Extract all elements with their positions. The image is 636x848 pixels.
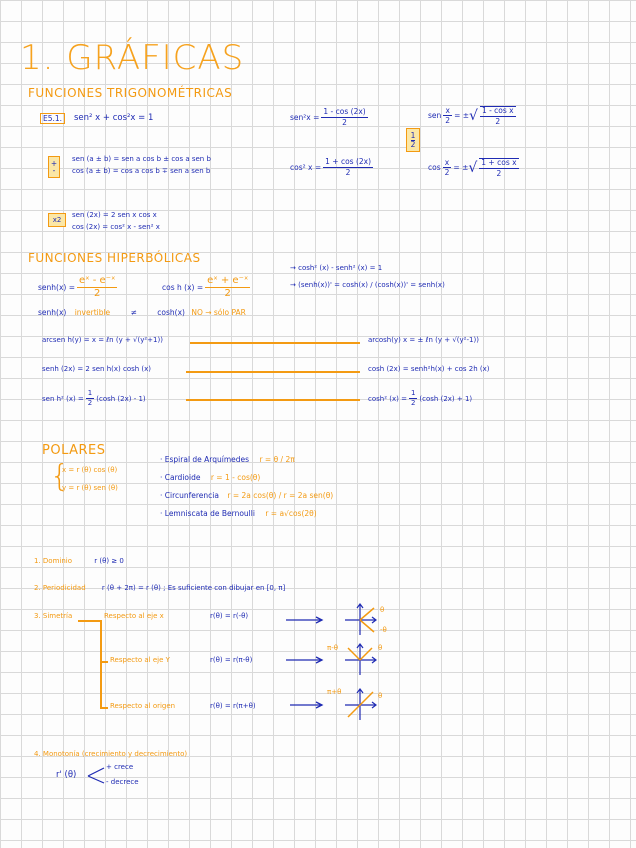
sum-sen: sen (a ± b) = sen a cos b ± cos a sen b: [72, 155, 211, 163]
page-title: 1. GRÁFICAS: [20, 38, 245, 78]
circunferencia-formula: r = 2a cos(θ) / r = 2a sen(θ): [227, 491, 334, 500]
senhalf-num: 1 - cos x: [481, 106, 514, 115]
sen2-den: 2: [342, 117, 347, 127]
cos2-lhs: cos² x =: [290, 162, 322, 172]
sen2-lhs: sen²x =: [290, 112, 320, 122]
circunferencia-label: · Circunferencia: [160, 491, 219, 500]
hyp-heading: FUNCIONES HIPERBÓLICAS: [28, 251, 201, 265]
simetria-label: 3. Simetría: [34, 612, 73, 620]
parity-senh: senh(x): [38, 308, 67, 317]
cosh-den: 2: [224, 288, 231, 299]
double-cos: cos (2x) = cos² x - sen² x: [72, 223, 160, 231]
coshsq-den: 2: [410, 399, 416, 407]
sim-origen-label: Respecto al origen: [110, 702, 176, 710]
senh-lhs: senh(x) =: [38, 283, 75, 292]
sum-cos: cos (a ± b) = cos a cos b ∓ sen a sen b: [72, 167, 211, 175]
pm-plus: +: [50, 158, 58, 168]
monotonia-lhs: r' (θ): [56, 770, 77, 780]
parity-cosh: cosh(x): [157, 308, 185, 317]
monotonia-plus: + crece: [106, 763, 134, 771]
lemniscata-label: · Lemniscata de Bernoulli: [160, 509, 255, 518]
parity-ne: ≠: [130, 308, 137, 317]
cosh-lhs: cos h (x) =: [162, 283, 204, 292]
arccosh-formula: arcosh(y) x = ± ℓn (y + √(y²-1)): [368, 336, 479, 344]
sim-ejex-label: Respecto al eje x: [104, 612, 164, 620]
senhalf-den: 2: [495, 116, 501, 126]
monotonia-branch-icon: [88, 768, 104, 783]
sim-ejey-expr: r(θ) = r(π-θ): [210, 656, 253, 664]
monotonia-minus: - decrece: [106, 778, 139, 786]
coshalf-2: 2: [444, 168, 450, 177]
senh-num: eˣ - e⁻ˣ: [79, 275, 116, 286]
coshalf-x: x: [444, 157, 450, 167]
g3-label-b: θ: [378, 692, 383, 700]
pm-minus: -: [52, 166, 56, 175]
parity-no: NO → sólo PAR: [191, 308, 246, 317]
cardioide-formula: r = 1 - cos(θ): [210, 473, 261, 482]
arcsenh-formula: arcsen h(y) = x = ℓn (y + √(y²+1)): [42, 336, 163, 344]
hyp-id1: → cosh² (x) - senh² (x) = 1: [290, 264, 383, 272]
sen2-num: 1 - cos (2x): [323, 107, 366, 116]
senhalf-formula: sen $\frac{x}{2}$ = ± √ $\frac{\text{1 - cos x}}{2}$: [428, 105, 514, 126]
senhalf-2: 2: [445, 116, 451, 125]
half-box-den: 2: [410, 139, 416, 149]
coshalf-eq: = ±: [453, 163, 469, 172]
lemniscata-formula: r = a√cos(2θ): [265, 509, 317, 518]
sim-origen-expr: r(θ) = r(π+θ): [210, 702, 256, 710]
polar-x-eq: x = r (θ) cos (θ): [62, 466, 118, 474]
espiral-label: · Espiral de Arquímedes: [160, 455, 250, 464]
cosh2x-formula: cosh (2x) = senh²h(x) + cos 2h (x): [368, 365, 490, 373]
hyp-id2: → (senh(x))' = cosh(x) / (cosh(x))' = senh(x): [290, 281, 445, 289]
parity-impar: invertible: [74, 308, 111, 317]
g3-label-a: π+θ: [327, 688, 342, 696]
senhsq-rest: (cosh (2x) - 1): [96, 394, 146, 403]
dominio-expr: r (θ) ≥ 0: [94, 557, 124, 565]
coshsq-lhs: cosh² (x) =: [368, 394, 407, 403]
coshalf-lhs: cos: [428, 163, 441, 172]
coshsq-rest: (cosh (2x) + 1): [419, 394, 473, 403]
senh-den: 2: [94, 288, 101, 299]
coshsq-num: 1: [410, 389, 416, 397]
polar-brace: {: [50, 459, 70, 494]
coshalf-formula: cos $\frac{x}{2}$ = ± √ $\frac{\text{1 + cos x}}{2}$: [428, 157, 517, 178]
senhsq-num: 1: [87, 389, 93, 397]
senhsq-den: 2: [87, 399, 93, 407]
g2-label-a: π-θ: [327, 644, 339, 652]
senh2x-formula: senh (2x) = 2 sen h(x) cosh (x): [42, 365, 152, 373]
sim-ejey-label: Respecto al eje Y: [110, 656, 170, 664]
sim-ejex-expr: r(θ) = r(-θ): [210, 612, 249, 620]
trig-heading: FUNCIONES TRIGONOMÉTRICAS: [28, 86, 233, 100]
periodicidad-expr: r (θ + 2π) = r (θ) ; Es suficiente con dibujar en [0, π]: [101, 584, 286, 592]
cos2-num: 1 + cos (2x): [325, 157, 372, 166]
senhalf-eq: = ±: [454, 111, 470, 120]
polar-y-eq: y = r (θ) sen (θ): [62, 484, 118, 492]
double-sen: sen (2x) = 2 sen x cos x: [72, 211, 157, 219]
half-box-num: 1: [410, 131, 416, 140]
trig-tag-box: E5.1.: [40, 113, 65, 124]
coshalf-num: 1 + cos x: [481, 158, 517, 167]
g1-label-a: θ: [380, 606, 385, 614]
trig-identity: sen² x + cos²x = 1: [74, 113, 154, 123]
senhsq-lhs: sen h² (x) =: [42, 394, 84, 403]
senhalf-lhs: sen: [428, 111, 442, 120]
cosh-num: eˣ + e⁻ˣ: [207, 275, 249, 286]
polar-heading: POLARES: [42, 443, 106, 458]
coshalf-den: 2: [496, 168, 502, 178]
g2-label-b: θ: [378, 644, 383, 652]
espiral-formula: r = θ / 2π: [259, 455, 295, 464]
g1-label-b: -θ: [380, 626, 387, 634]
monotonia-label: 4. Monotonía (crecimiento y decrecimiento): [34, 750, 188, 758]
senhalf-x: x: [445, 105, 450, 115]
dominio-label: 1. Dominio: [34, 557, 73, 565]
cardioide-label: · Cardioide: [160, 473, 201, 482]
x2-box: x2: [48, 213, 66, 227]
periodicidad-label: 2. Periodicidad: [34, 584, 86, 592]
cos2-den: 2: [345, 167, 351, 177]
